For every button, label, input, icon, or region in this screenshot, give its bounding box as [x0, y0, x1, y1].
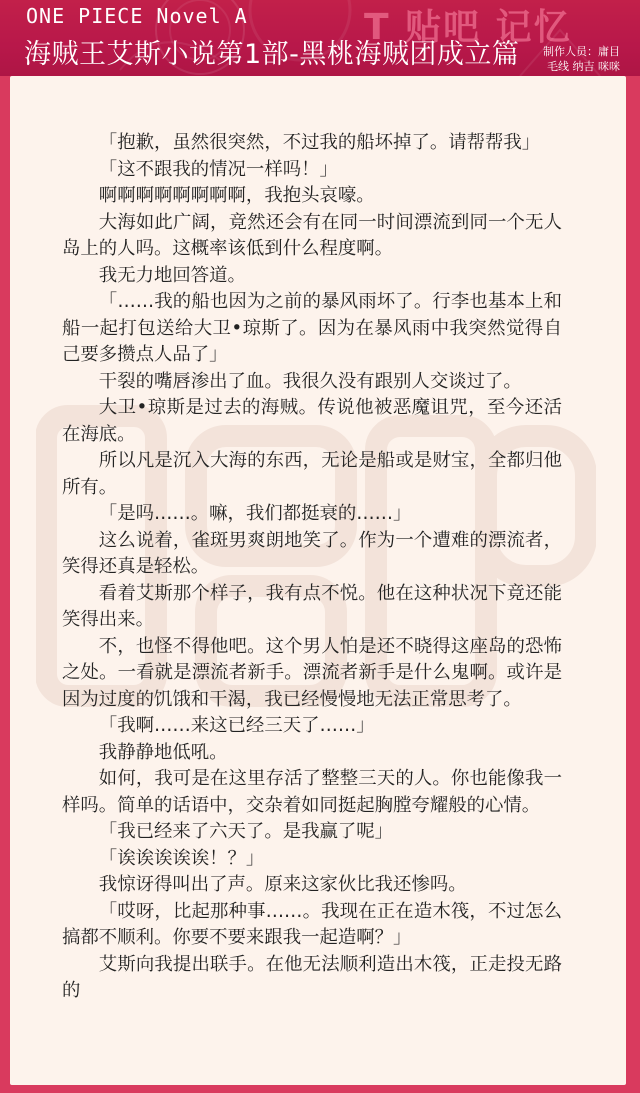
paragraph: 艾斯向我提出联手。在他无法顺利造出木筏，正走投无路的 — [62, 953, 562, 1001]
paragraph: 「诶诶诶诶诶！？」 — [98, 847, 265, 869]
header-banner — [0, 0, 640, 76]
paragraph: 「我啊……来这已经三天了……」 — [98, 715, 375, 736]
paragraph: 「抱歉，虽然很突然，不过我的船坏掉了。请帮帮我」 — [98, 132, 541, 153]
paragraph: 如何，我可是在这里存活了整整三天的人。你也能像我一样吗。简单的话语中，交杂着如同挺起胸膛夸耀般的心情。 — [62, 768, 562, 816]
paragraph: 「是吗……。嘛，我们都挺衰的……」 — [98, 503, 412, 524]
watermark-logo: T 贴吧 记忆 — [364, 7, 572, 48]
paragraph: 我无力地回答道。 — [98, 264, 246, 286]
paragraph: 「……我的船也因为之前的暴风雨坏了。行李也基本上和船一起打包送给大卫•琼斯了。因为在暴风雨中我突然觉得自己要多攒点人品了」 — [62, 291, 562, 365]
paragraph: 「我已经来了六天了。是我赢了呢」 — [98, 821, 394, 842]
paragraph: 干裂的嘴唇渗出了血。我很久没有跟别人交谈过了。 — [98, 370, 522, 392]
paragraph: 大海如此广阔，竟然还会有在同一时间漂流到同一个无人岛上的人吗。这概率该低到什么程度啊。 — [62, 211, 562, 259]
article-body — [62, 130, 562, 1005]
paragraph: 大卫•琼斯是过去的海贼。传说他被恶魔诅咒，至今还活在海底。 — [62, 397, 562, 445]
page-sheet — [10, 76, 626, 1085]
paragraph: 这么说着，雀斑男爽朗地笑了。作为一个遭难的漂流者，笑得还真是轻松。 — [62, 529, 562, 577]
paragraph: 不，也怪不得他吧。这个男人怕是还不晓得这座岛的恐怖之处。一看就是漂流者新手。漂流者新手是什么鬼啊。或许是因为过度的饥饿和干渴，我已经慢慢地无法正常思考了。 — [62, 635, 562, 710]
paragraph: 我静静地低吼。 — [98, 741, 228, 763]
series-label: ONE PIECE Novel A — [26, 4, 248, 28]
paragraph: 看着艾斯那个样子，我有点不悦。他在这种状况下竟还能笑得出来。 — [62, 582, 562, 630]
paragraph: 所以凡是沉入大海的东西，无论是船或是财宝，全都归他所有。 — [62, 450, 562, 498]
credits — [543, 44, 620, 74]
paragraph: 「哎呀，比起那种事……。我现在正在造木筏，不过怎么搞都不顺利。你要不要来跟我一起造啊？」 — [62, 900, 562, 948]
credits-line-1: 制作人员：庸目 — [543, 45, 620, 58]
paragraph: 「这不跟我的情况一样吗！」 — [98, 158, 338, 180]
credits-line-2: 毛线 纳吉 咪咪 — [547, 60, 620, 73]
paragraph: 啊啊啊啊啊啊啊啊，我抱头哀嚎。 — [98, 185, 375, 206]
book-title: 海贼王艾斯小说第1部-黑桃海贼团成立篇 — [24, 39, 520, 70]
paragraph: 我惊讶得叫出了声。原来这家伙比我还惨吗。 — [98, 874, 467, 895]
